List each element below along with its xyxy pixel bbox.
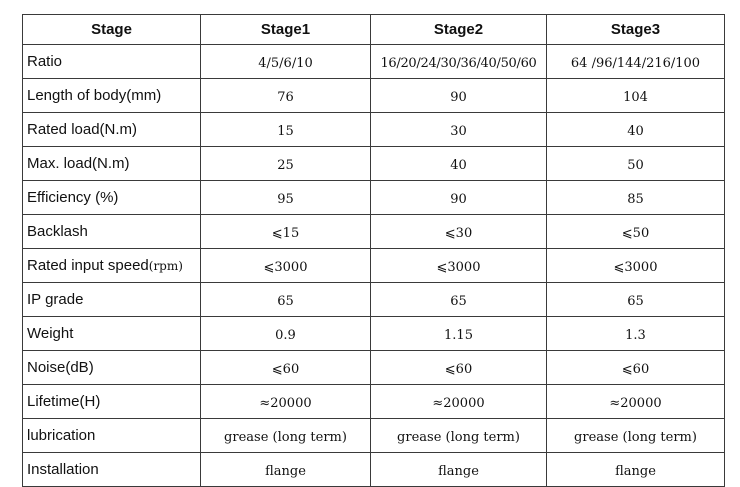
row-label-rated-load: Rated load(N.m) bbox=[23, 113, 201, 147]
cell-max-load-stage1: 25 bbox=[201, 147, 371, 181]
cell-efficiency-stage2: 90 bbox=[371, 181, 547, 215]
cell-noise-stage3: ⩽60 bbox=[547, 351, 725, 385]
cell-rated-load-stage2: 30 bbox=[371, 113, 547, 147]
row-label-ratio: Ratio bbox=[23, 45, 201, 79]
cell-ratio-stage3: 64 /96/144/216/100 bbox=[547, 45, 725, 79]
table-row bbox=[23, 215, 725, 249]
cell-backlash-stage2: ⩽30 bbox=[371, 215, 547, 249]
cell-max-load-stage2: 40 bbox=[371, 147, 547, 181]
table-row bbox=[23, 79, 725, 113]
spec-table bbox=[22, 14, 725, 487]
row-label-max-load: Max. load(N.m) bbox=[23, 147, 201, 181]
row-label-weight: Weight bbox=[23, 317, 201, 351]
cell-backlash-stage1: ⩽15 bbox=[201, 215, 371, 249]
cell-efficiency-stage3: 85 bbox=[547, 181, 725, 215]
row-label-noise: Noise(dB) bbox=[23, 351, 201, 385]
row-label-rated-input-speed bbox=[23, 249, 201, 283]
row-label-length: Length of body(mm) bbox=[23, 79, 201, 113]
header-stage3: Stage3 bbox=[547, 15, 725, 45]
cell-rated-load-stage3: 40 bbox=[547, 113, 725, 147]
cell-max-load-stage3: 50 bbox=[547, 147, 725, 181]
table-row bbox=[23, 249, 725, 283]
cell-weight-stage2: 1.15 bbox=[371, 317, 547, 351]
cell-length-stage3: 104 bbox=[547, 79, 725, 113]
table-row bbox=[23, 45, 725, 79]
table-row bbox=[23, 147, 725, 181]
cell-lubrication-stage1: grease (long term) bbox=[201, 419, 371, 453]
rated-input-speed-unit: (rpm) bbox=[148, 259, 183, 273]
cell-lifetime-stage3: ≈20000 bbox=[547, 385, 725, 419]
cell-length-stage1: 76 bbox=[201, 79, 371, 113]
table-row bbox=[23, 419, 725, 453]
cell-input-speed-stage2: ⩽3000 bbox=[371, 249, 547, 283]
row-label-ip-grade: IP grade bbox=[23, 283, 201, 317]
cell-ratio-stage1: 4/5/6/10 bbox=[201, 45, 371, 79]
header-row bbox=[23, 15, 725, 45]
table-row bbox=[23, 385, 725, 419]
cell-ip-grade-stage1: 65 bbox=[201, 283, 371, 317]
cell-weight-stage1: 0.9 bbox=[201, 317, 371, 351]
cell-noise-stage2: ⩽60 bbox=[371, 351, 547, 385]
table-row bbox=[23, 283, 725, 317]
table-row bbox=[23, 453, 725, 487]
header-stage1: Stage1 bbox=[201, 15, 371, 45]
cell-lubrication-stage3: grease (long term) bbox=[547, 419, 725, 453]
cell-efficiency-stage1: 95 bbox=[201, 181, 371, 215]
cell-lifetime-stage2: ≈20000 bbox=[371, 385, 547, 419]
cell-ip-grade-stage3: 65 bbox=[547, 283, 725, 317]
cell-noise-stage1: ⩽60 bbox=[201, 351, 371, 385]
cell-backlash-stage3: ⩽50 bbox=[547, 215, 725, 249]
cell-input-speed-stage3: ⩽3000 bbox=[547, 249, 725, 283]
header-stage: Stage bbox=[23, 15, 201, 45]
cell-ip-grade-stage2: 65 bbox=[371, 283, 547, 317]
header-stage2: Stage2 bbox=[371, 15, 547, 45]
row-label-lubrication: lubrication bbox=[23, 419, 201, 453]
cell-installation-stage3: flange bbox=[547, 453, 725, 487]
cell-lifetime-stage1: ≈20000 bbox=[201, 385, 371, 419]
rated-input-speed-label: Rated input speed bbox=[27, 257, 149, 274]
row-label-installation: Installation bbox=[23, 453, 201, 487]
cell-lubrication-stage2: grease (long term) bbox=[371, 419, 547, 453]
table-row bbox=[23, 181, 725, 215]
cell-length-stage2: 90 bbox=[371, 79, 547, 113]
cell-weight-stage3: 1.3 bbox=[547, 317, 725, 351]
table-row bbox=[23, 351, 725, 385]
cell-rated-load-stage1: 15 bbox=[201, 113, 371, 147]
cell-installation-stage1: flange bbox=[201, 453, 371, 487]
row-label-lifetime: Lifetime(H) bbox=[23, 385, 201, 419]
table-row bbox=[23, 113, 725, 147]
cell-ratio-stage2: 16/20/24/30/36/40/50/60 bbox=[371, 45, 547, 79]
table-row bbox=[23, 317, 725, 351]
cell-installation-stage2: flange bbox=[371, 453, 547, 487]
row-label-backlash: Backlash bbox=[23, 215, 201, 249]
cell-input-speed-stage1: ⩽3000 bbox=[201, 249, 371, 283]
row-label-efficiency: Efficiency (%) bbox=[23, 181, 201, 215]
